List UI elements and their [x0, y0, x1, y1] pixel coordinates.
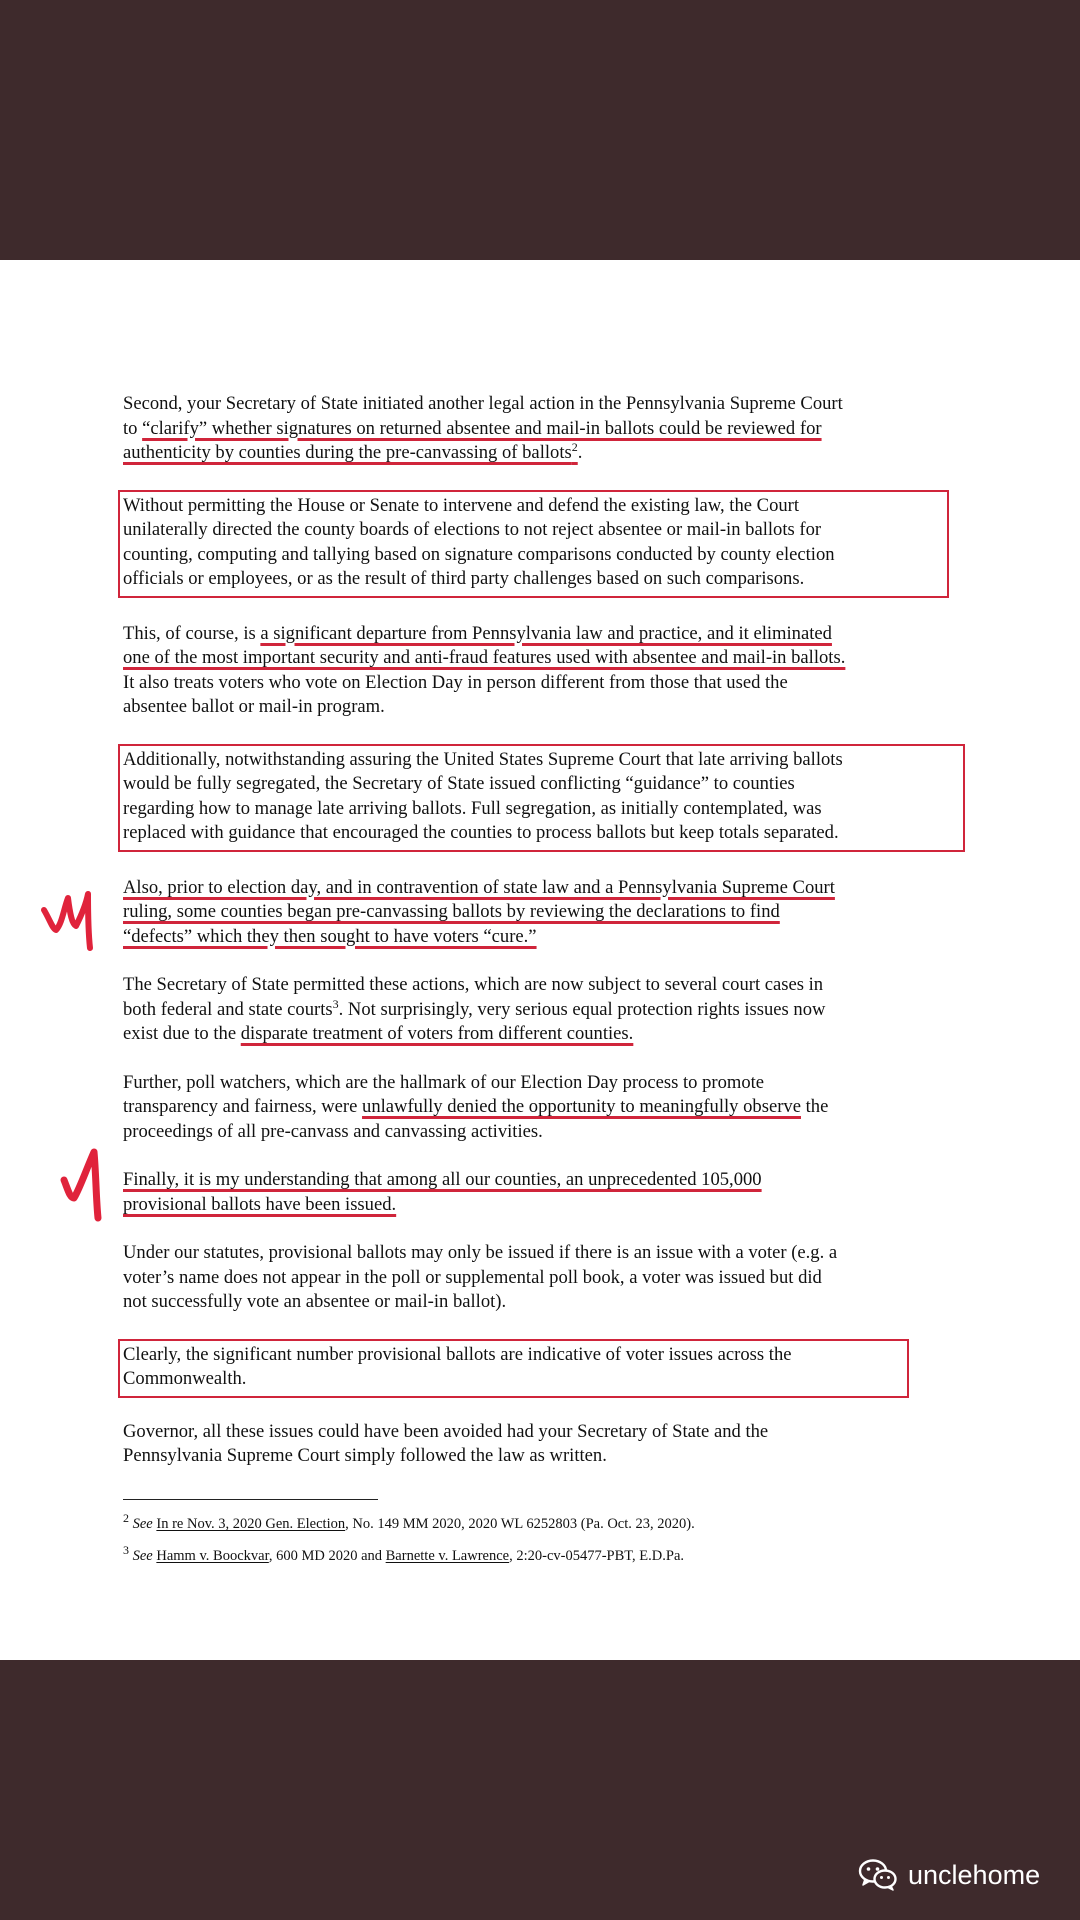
citation: , 2:20-cv-05477-PBT, E.D.Pa.: [509, 1548, 685, 1564]
text-line: [123, 1022, 963, 1047]
text-line: regarding how to manage late arriving ballots. Full segregation, as initially contemplated, was: [123, 797, 822, 819]
footnote-ref: 2: [571, 439, 578, 454]
red-underline: a significant departure from Pennsylvania law and practice, and it eliminated: [260, 622, 832, 644]
red-underline: “defects” which they then sought to have voters “cure.”: [123, 925, 537, 947]
text-line: replaced with guidance that encouraged the counties to process ballots but keep totals separated.: [123, 822, 839, 843]
text-line: unilaterally directed the county boards of elections to not reject absentee or mail-in ballots for: [123, 519, 822, 540]
paragraph-7: [123, 1071, 963, 1145]
text-line: [123, 998, 963, 1023]
footnote-ref: 3: [332, 996, 339, 1011]
text-line: [123, 1095, 963, 1120]
text-line: [123, 622, 963, 647]
text-line: not successfully vote an absentee or mail-in ballot).: [123, 1291, 507, 1312]
paragraph-1: [123, 392, 963, 466]
text-span: both federal and state courts: [123, 998, 333, 1020]
text-line: [123, 441, 963, 466]
case-name: In re Nov. 3, 2020 Gen. Election: [156, 1516, 346, 1532]
text-line: The Secretary of State permitted these actions, which are now subject to several court cases in: [123, 974, 824, 995]
paragraph-3: [123, 622, 963, 720]
footnote-number: 3: [123, 1543, 129, 1558]
red-underline: provisional ballots have been issued.: [123, 1193, 397, 1215]
red-underline: Also, prior to election day, and in contravention of state law and a Pennsylvania Supreme Court: [123, 876, 835, 898]
red-underline: unlawfully denied the opportunity to meaningfully observe: [362, 1096, 801, 1117]
paragraph-5: [123, 876, 963, 950]
footnote-2: [123, 1511, 963, 1534]
text-line: Governor, all these issues could have been avoided had your Secretary of State and the: [123, 1420, 769, 1442]
text-line: Clearly, the significant number provisional ballots are indicative of voter issues across the: [123, 1343, 792, 1365]
case-name: Hamm v. Boockvar: [156, 1548, 269, 1564]
text-span: . Not surprisingly, very serious equal protection rights issues now: [338, 998, 826, 1020]
text-line: [123, 1193, 963, 1218]
text-line: [123, 900, 963, 925]
text-span: authenticity by counties during the pre-canvassing of ballots: [123, 442, 572, 463]
red-box-paragraph-4: [118, 744, 965, 852]
text-span: exist due to the: [123, 1023, 241, 1044]
footnote-3: [123, 1543, 963, 1566]
red-underline: “clarify” whether signatures on returned absentee and mail-in ballots could be reviewed for: [142, 417, 822, 439]
red-box-paragraph-10: [118, 1339, 909, 1398]
text-span: transparency and fairness, were: [123, 1096, 363, 1117]
text-line: would be fully segregated, the Secretary of State issued conflicting “guidance” to counties: [123, 773, 795, 794]
margin-checkmark-2: [56, 1140, 108, 1224]
red-underline: Finally, it is my understanding that among all our counties, an unprecedented 105,000: [123, 1169, 762, 1190]
text-line: Under our statutes, provisional ballots may only be issued if there is an issue with a voter (e.g. a: [123, 1242, 838, 1263]
text-line: It also treats voters who vote on Election Day in person different from those that used the: [123, 671, 788, 693]
text-span: This, of course, is: [123, 622, 261, 644]
red-underline: [123, 439, 578, 463]
text-line: [123, 646, 963, 671]
text-span: to: [123, 417, 143, 439]
wechat-icon: [858, 1858, 898, 1892]
text-line: Further, poll watchers, which are the hallmark of our Election Day process to promote: [123, 1071, 765, 1093]
red-underline: ruling, some counties began pre-canvassing ballots by reviewing the declarations to find: [123, 901, 780, 922]
text-span: .: [577, 442, 583, 463]
footnote-divider: [123, 1499, 378, 1501]
margin-checkmark-1: [38, 868, 100, 952]
text-line: Second, your Secretary of State initiated another legal action in the Pennsylvania Supreme Court: [123, 393, 843, 414]
red-underline: disparate treatment of voters from different counties.: [240, 1023, 634, 1044]
citation: , 600 MD 2020 and: [268, 1548, 386, 1564]
case-name: Barnette v. Lawrence: [385, 1548, 510, 1564]
text-line: Without permitting the House or Senate to intervene and defend the existing law, the Court: [123, 494, 800, 516]
text-line: [123, 417, 963, 442]
signal-word: See: [132, 1548, 153, 1564]
red-box-paragraph-2: [118, 490, 949, 598]
paragraph-9: [123, 1241, 963, 1315]
paragraph-8: [123, 1168, 963, 1217]
text-line: voter’s name does not appear in the poll or supplemental poll book, a voter was issued but did: [123, 1266, 822, 1288]
paragraph-6: [123, 973, 963, 1047]
text-line: proceedings of all pre-canvass and canvassing activities.: [123, 1120, 543, 1142]
text-line: absentee ballot or mail-in program.: [123, 696, 385, 717]
text-line: [123, 925, 963, 950]
paragraph-11: [123, 1420, 963, 1469]
text-line: [123, 1168, 963, 1193]
red-underline: one of the most important security and anti-fraud features used with absentee and mail-in ballots.: [123, 647, 846, 668]
watermark: [858, 1858, 1040, 1892]
citation: , No. 149 MM 2020, 2020 WL 6252803 (Pa. Oct. 23, 2020).: [345, 1516, 695, 1532]
signal-word: See: [132, 1516, 153, 1532]
letter-body: [123, 392, 963, 1578]
text-line: [123, 876, 963, 901]
footnote-number: 2: [123, 1511, 129, 1526]
text-line: counting, computing and tallying based on signature comparisons conducted by county election: [123, 543, 835, 565]
text-line: officials or employees, or as the result of third party challenges based on such comparisons.: [123, 568, 805, 589]
text-line: Additionally, notwithstanding assuring the United States Supreme Court that late arriving ballots: [123, 748, 843, 770]
watermark-text: unclehome: [908, 1859, 1041, 1890]
text-span: the: [800, 1096, 829, 1117]
text-line: Commonwealth.: [123, 1368, 247, 1389]
text-line: Pennsylvania Supreme Court simply followed the law as written.: [123, 1445, 607, 1466]
